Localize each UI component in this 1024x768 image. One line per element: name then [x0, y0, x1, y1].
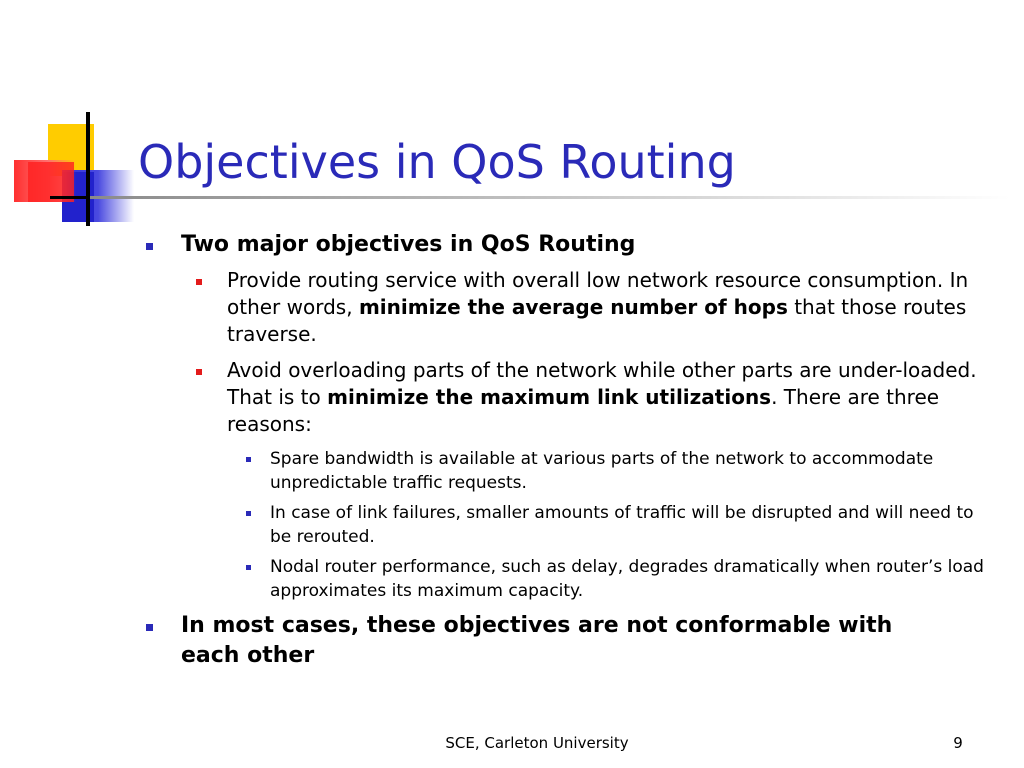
bullet-square-icon	[246, 565, 251, 570]
slide-number: 9	[953, 734, 963, 752]
slide-logo-decoration	[0, 0, 170, 240]
bullet-text: In most cases, these objectives are not conformable with each other	[181, 613, 893, 668]
bullet-text-part: that those routes traverse.	[227, 295, 967, 346]
bullet-square-icon	[246, 511, 251, 516]
bullet-square-icon	[196, 369, 202, 375]
bullet-text	[227, 357, 997, 438]
bullet-square-icon	[246, 457, 251, 462]
bullet-text-emphasis: minimize the maximum link utilizations	[327, 385, 772, 409]
bullet-text: Two major objectives in QoS Routing	[181, 232, 636, 257]
bullet-square-icon	[196, 279, 202, 285]
bullet-text: In case of link failures, smaller amounts of traffic will be disrupted and will need to be rerouted.	[270, 503, 974, 547]
title-underline	[90, 196, 1010, 199]
footer-institution: SCE, Carleton University	[445, 734, 629, 752]
bullet-square-icon	[146, 243, 153, 250]
bullet-text: Spare bandwidth is available at various parts of the network to accommodate unpredictable traffic requests.	[270, 449, 934, 493]
bullet-text: Nodal router performance, such as delay, degrades dramatically when router’s load approximates its maximum capacity.	[270, 557, 984, 601]
bullet-square-icon	[146, 624, 153, 631]
bullet-text	[227, 267, 997, 348]
bullet-text-part: . There are three reasons:	[227, 385, 940, 436]
bullet-text-part: Avoid overloading parts of the network while other parts are under-loaded. That is to	[227, 358, 977, 409]
bullet-text-emphasis: minimize the average number of hops	[358, 295, 788, 319]
bullet-text-part: Provide routing service with overall low network resource consumption. In other words,	[227, 268, 969, 319]
logo-vertical-line	[86, 112, 90, 226]
slide-title: Objectives in QoS Routing	[138, 135, 736, 189]
